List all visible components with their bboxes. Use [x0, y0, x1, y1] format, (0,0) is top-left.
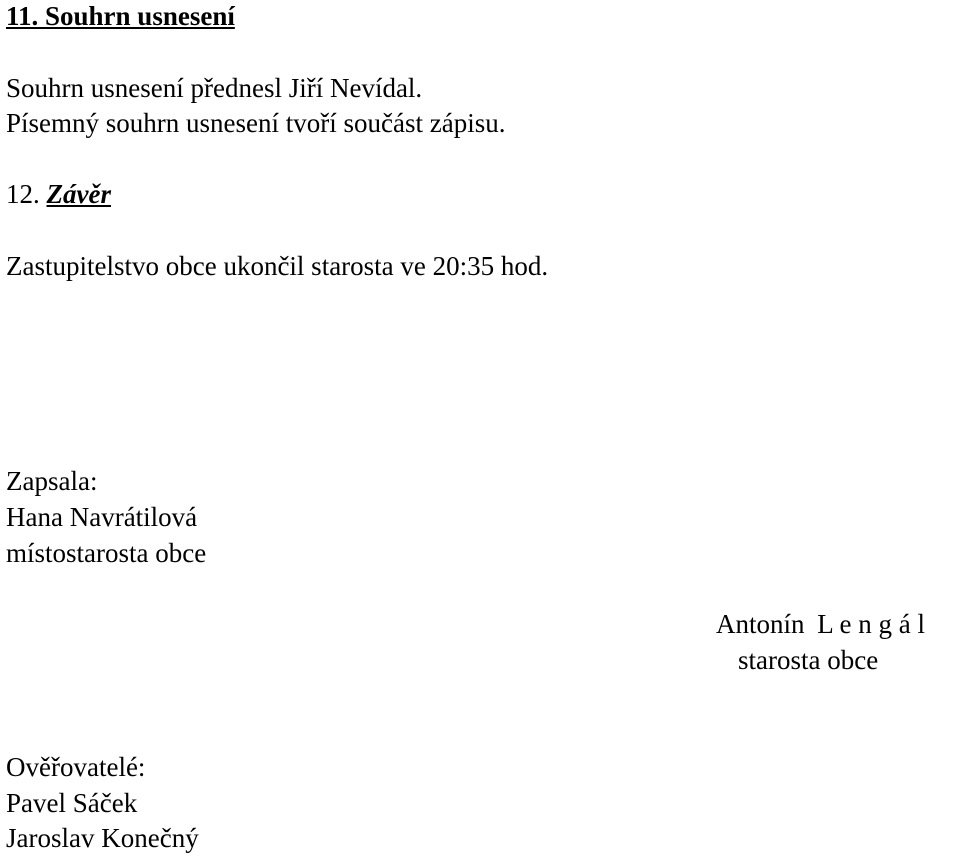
- section-11-line-2: Písemný souhrn usnesení tvoří součást zápisu.: [6, 108, 506, 138]
- section-11-heading: 11. Souhrn usnesení: [6, 1, 235, 31]
- recorder-name: Hana Navrátilová: [6, 502, 198, 532]
- section-12-line-1: Zastupitelstvo obce ukončil starosta ve 20:35 hod.: [6, 251, 549, 281]
- mayor-name: [716, 611, 925, 638]
- section-12-heading: [6, 181, 111, 208]
- verifiers-label: Ověřovatelé:: [6, 752, 146, 782]
- verifier-name: Jaroslav Konečný: [6, 823, 199, 853]
- recorder-role: místostarosta obce: [6, 538, 207, 568]
- verifier-name: Pavel Sáček: [6, 788, 138, 818]
- section-11-line-1: Souhrn usnesení přednesl Jiří Nevídal.: [6, 73, 423, 103]
- mayor-role: starosta obce: [738, 645, 879, 675]
- recorder-label: Zapsala:: [6, 466, 98, 496]
- section-12-heading-number: 12.: [6, 179, 40, 209]
- mayor-first-name: Antonín: [716, 609, 805, 639]
- mayor-surname: L e n g á l: [817, 609, 925, 639]
- section-12-heading-title: Závěr: [46, 179, 111, 209]
